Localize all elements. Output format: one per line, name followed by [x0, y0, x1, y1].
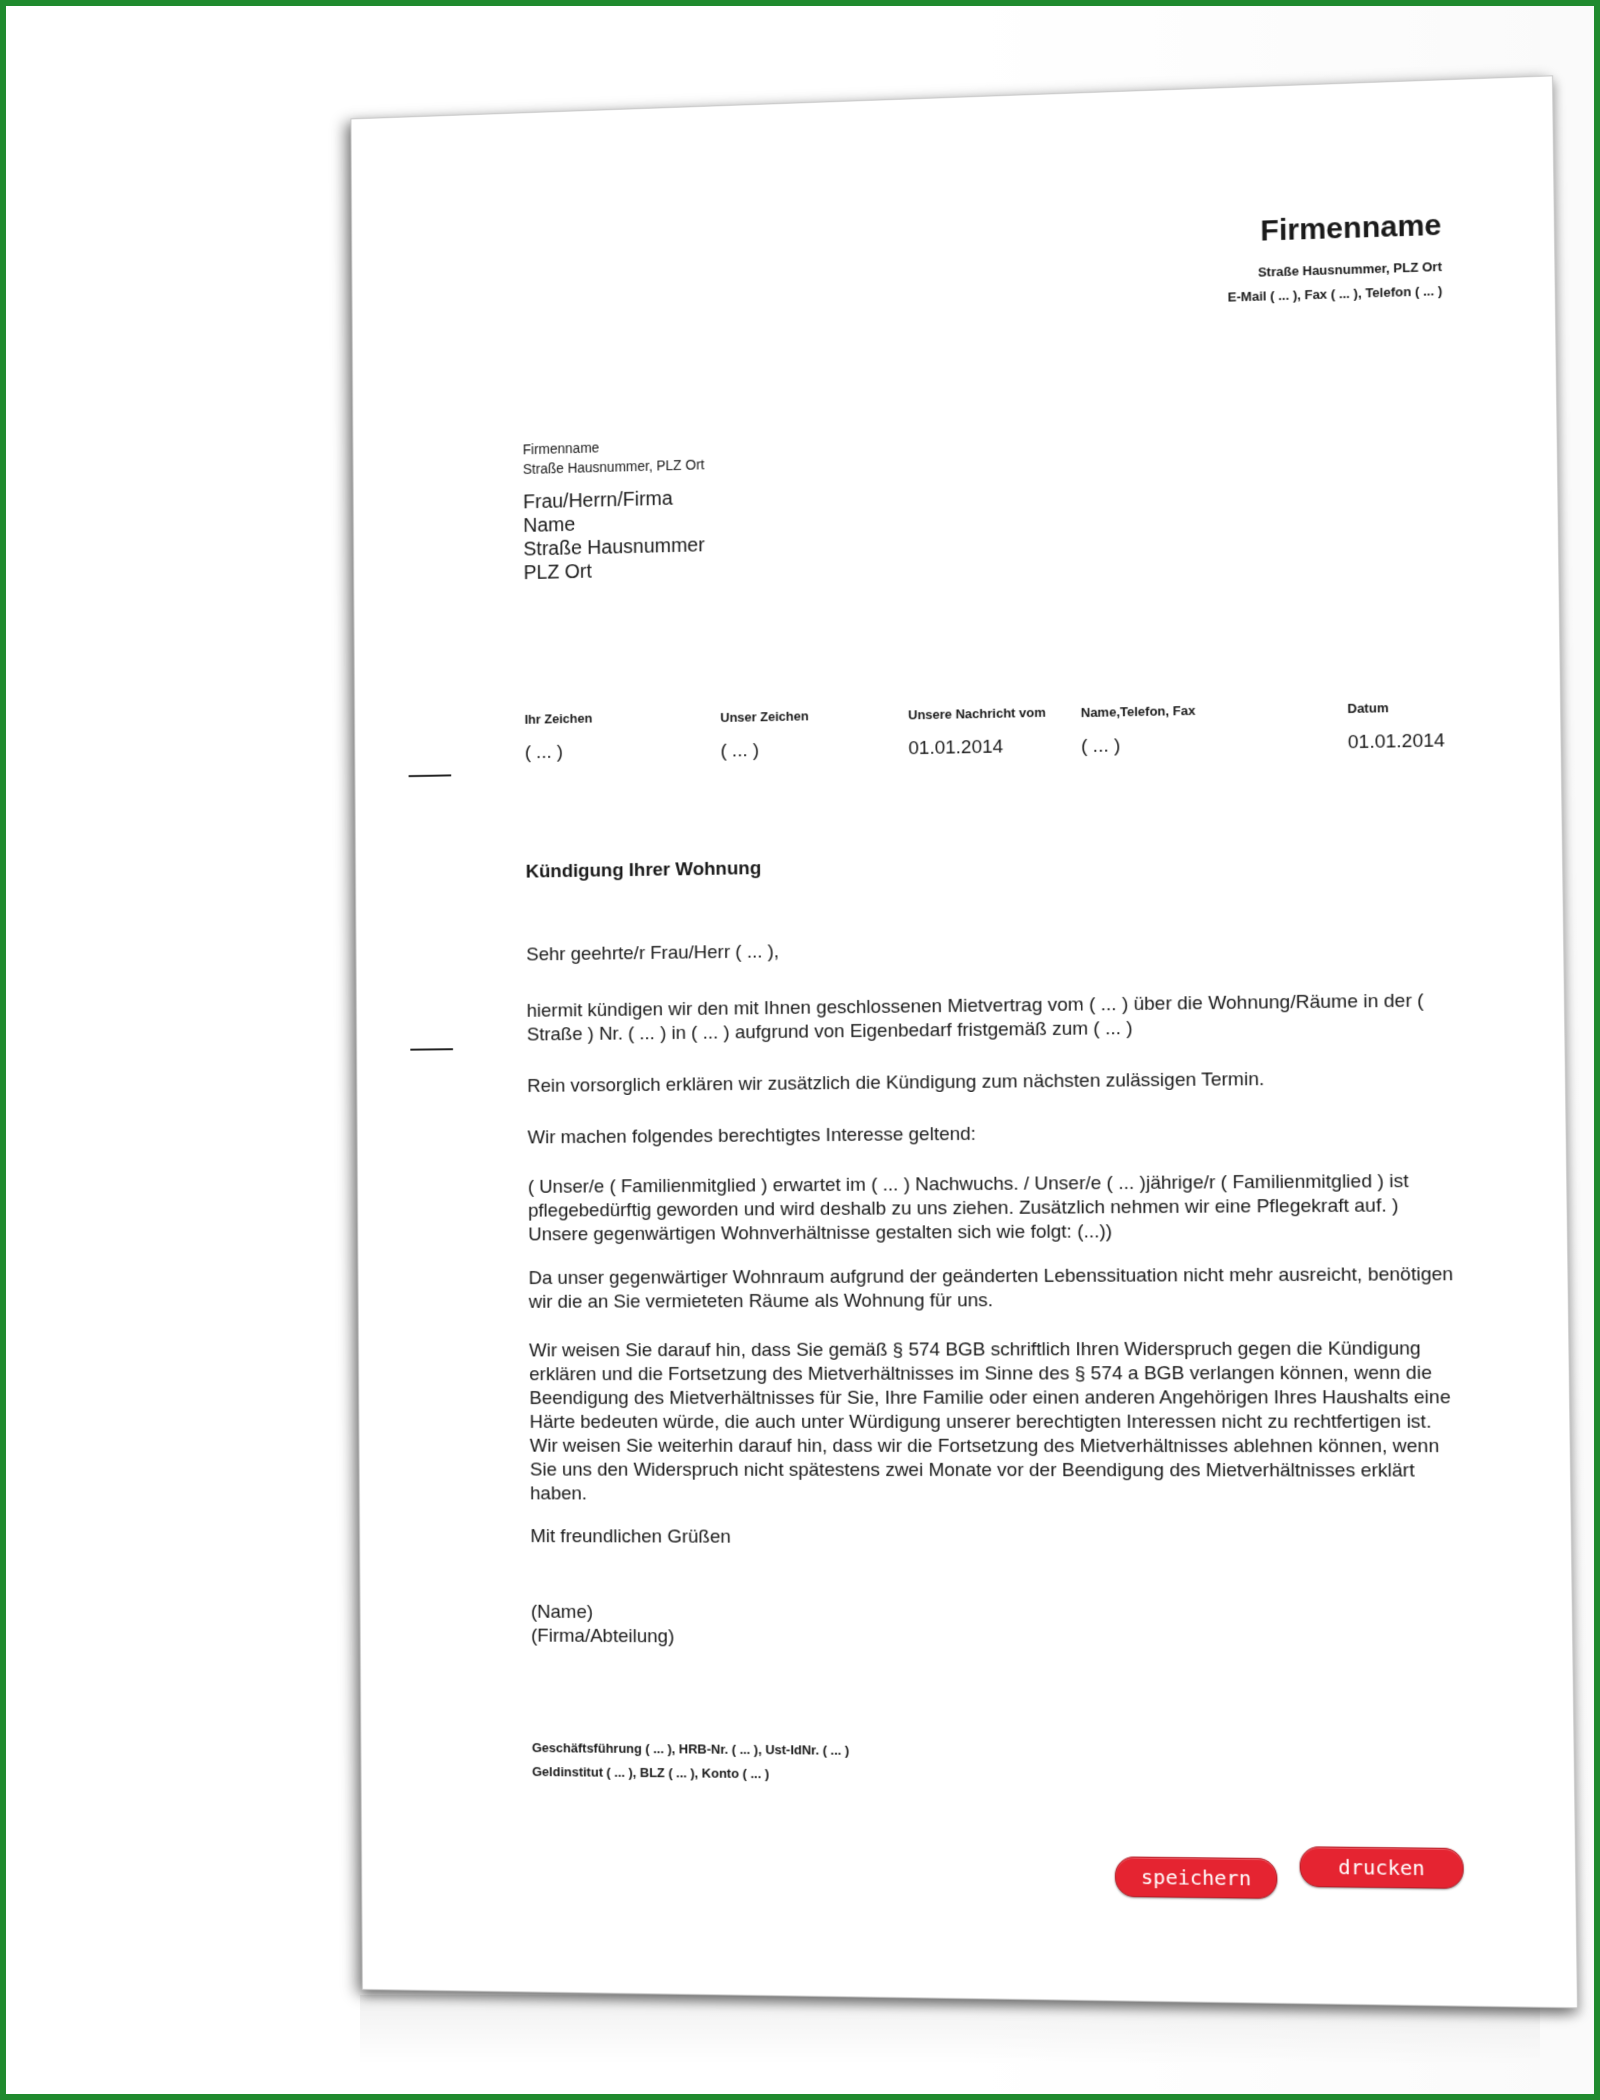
footer-line-1: Geschäftsführung ( ... ), HRB-Nr. ( ... ), Ust-IdNr. ( ... ) — [531, 1740, 850, 1758]
letter-greeting: Sehr geehrte/r Frau/Herr ( ... ), — [526, 941, 780, 966]
ref-datum-value: 01.01.2014 — [1347, 730, 1445, 754]
recipient-block — [523, 486, 705, 585]
ref-unser-zeichen — [720, 708, 809, 762]
sender-company-name: Firmenname — [522, 439, 600, 458]
ref-ihr-zeichen-label: Ihr Zeichen — [524, 710, 593, 727]
ref-kontakt-label: Name,Telefon, Fax — [1080, 702, 1196, 721]
signature-name: (Name) — [530, 1601, 594, 1623]
letterhead-address: Straße Hausnummer, PLZ Ort — [1257, 258, 1443, 280]
letter-closing: Mit freundlichen Grüßen — [530, 1526, 731, 1548]
ref-datum — [1347, 699, 1445, 754]
footer-line-2: Geldinstitut ( ... ), BLZ ( ... ), Konto ( ... ) — [532, 1764, 770, 1782]
fold-mark-top — [409, 774, 452, 777]
body-paragraph-6: Wir weisen Sie darauf hin, dass Sie gemäß § 574 BGB schriftlich Ihren Widerspruch gegen die Kündigung erklären und die Fortsetzung des Mietverhältnisses im Sinne des § 574 a BGB verlangen können, wenn die Beendigung des Mietverhältnisses für Sie, Ihre Familie oder einen anderen Angehörigen Ihres Haushalts eine Härte bedeuten würde, die auch unter Würdigung unserer berechtigten Interessen nicht zu rechtfertigen ist. Wir weisen Sie weiterhin darauf hin, dass wir die Fortsetzung des Mietverhältnisses ablehnen können, wenn Sie uns den Widerspruch nicht spätestens zwei Monate vor der Beendigung des Mietverhältnisses erklärt haben. — [529, 1338, 1451, 1505]
ref-unsere-nachricht-value: 01.01.2014 — [908, 736, 1004, 760]
ref-unser-zeichen-label: Unser Zeichen — [720, 708, 809, 725]
recipient-name: Name — [523, 513, 576, 537]
letter-subject: Kündigung Ihrer Wohnung — [525, 858, 762, 883]
print-button[interactable]: drucken — [1299, 1846, 1464, 1889]
body-paragraph-1: hiermit kündigen wir den mit Ihnen geschlossenen Mietvertrag vom ( ... ) über die Wohnung/Räume in der ( Straße ) Nr. ( ... ) in ( ... ) aufgrund von Eigenbedarf fristgemäß zum ( ... ) — [526, 990, 1424, 1046]
fold-mark-middle — [410, 1048, 453, 1050]
ref-ihr-zeichen-value: ( ... ) — [524, 741, 563, 764]
body-paragraph-4: ( Unser/e ( Familienmitglied ) erwartet im ( ... ) Nachwuchs. / Unser/e ( ... )jährige/r ( Familienmitglied ) ist pflegebedürftig geworden und wird deshalb zu uns ziehen. Zusätzlich nehmen wir eine Pflegekraft auf. ) Unsere gegenwärtigen Wohnverhältnisse gestalten sich wie folgt: (...)) — [527, 1170, 1409, 1246]
sender-address: Straße Hausnummer, PLZ Ort — [522, 456, 705, 477]
letter-page — [350, 75, 1578, 2008]
recipient-street: Straße Hausnummer — [523, 534, 705, 561]
recipient-salutation: Frau/Herrn/Firma — [523, 487, 673, 514]
signature-department: (Firma/Abteilung) — [531, 1625, 675, 1648]
body-paragraph-2: Rein vorsorglich erklären wir zusätzlich die Kündigung zum nächsten zulässigen Termin. — [527, 1068, 1265, 1097]
ref-ihr-zeichen — [525, 711, 593, 765]
ref-unsere-nachricht — [908, 705, 1046, 760]
save-button[interactable]: speichern — [1115, 1856, 1278, 1899]
ref-kontakt — [1081, 703, 1196, 758]
letterhead-contact: E-Mail ( ... ), Fax ( ... ), Telefon ( ... ) — [1227, 283, 1443, 305]
ref-unser-zeichen-value: ( ... ) — [720, 740, 760, 762]
ref-datum-label: Datum — [1347, 700, 1389, 717]
body-paragraph-5: Da unser gegenwärtiger Wohnraum aufgrund der geänderten Lebenssituation nicht mehr ausreicht, benötigen wir die an Sie vermieteten Räume als Wohnung für uns. — [528, 1263, 1454, 1313]
ref-kontakt-value: ( ... ) — [1081, 735, 1121, 758]
recipient-city: PLZ Ort — [523, 560, 592, 585]
page-reflection — [360, 1995, 1540, 2065]
body-paragraph-3: Wir machen folgendes berechtigtes Interesse geltend: — [527, 1123, 977, 1149]
letterhead-company-name: Firmenname — [1260, 208, 1442, 248]
ref-unsere-nachricht-label: Unsere Nachricht vom — [908, 704, 1046, 723]
